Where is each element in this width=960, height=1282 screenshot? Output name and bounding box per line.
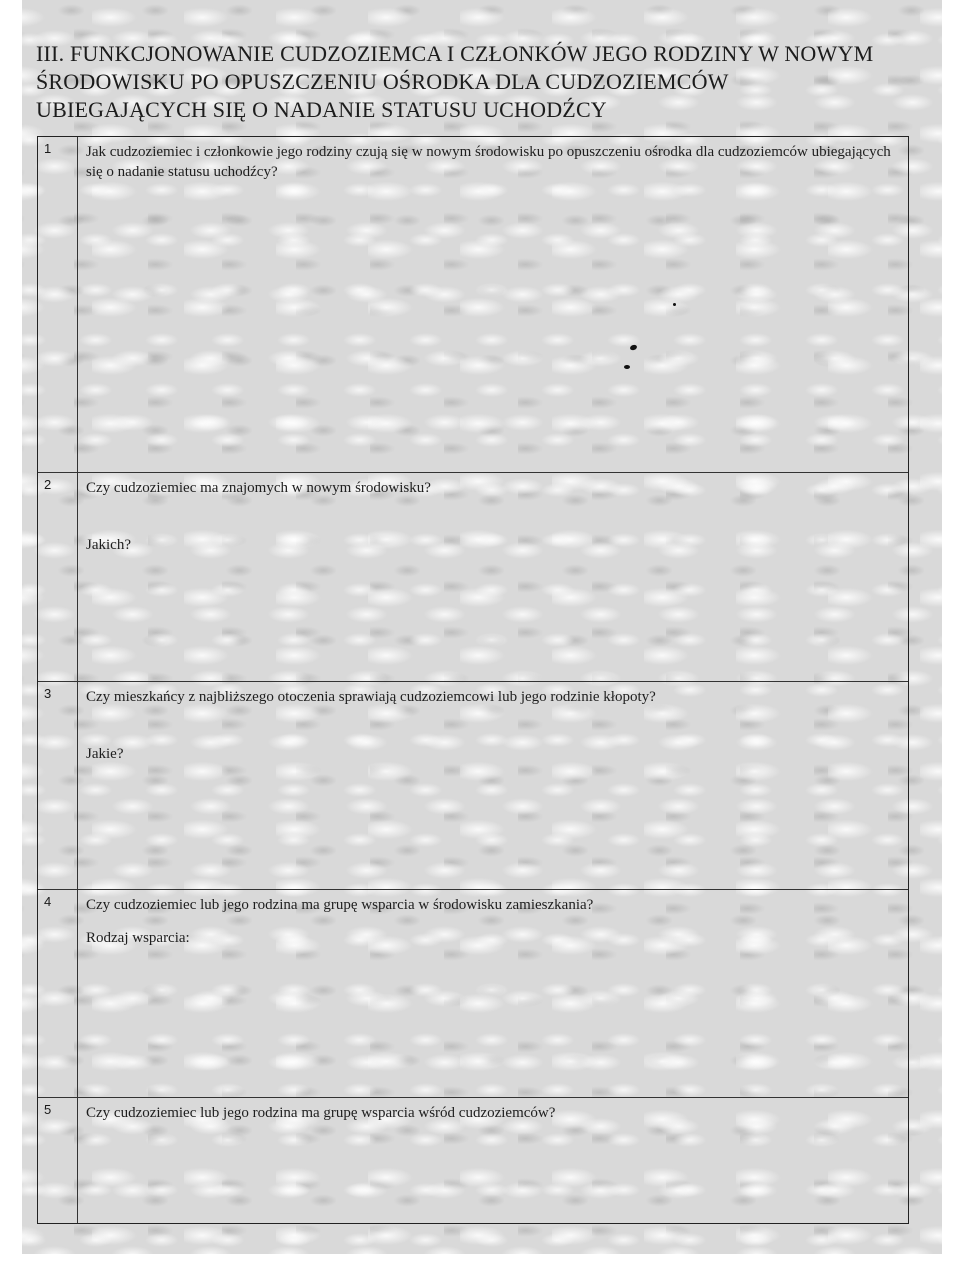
question-text: Jak cudzoziemiec i członkowie jego rodziny czują się w nowym środowisku po opuszczeniu ośrodka dla cudzoziemców ubiegających się o nadanie statusu uchodźcy? — [86, 144, 891, 180]
section-heading-line-3: UBIEGAJĄCYCH SIĘ O NADANIE STATUSU UCHODŹCY — [36, 97, 607, 122]
section-heading — [36, 40, 936, 124]
ink-speck — [673, 303, 676, 306]
ink-speck — [624, 365, 630, 369]
question-number: 4 — [38, 890, 78, 1097]
question-row-5 — [38, 1098, 908, 1223]
question-number: 2 — [38, 473, 78, 681]
scan-margin-left — [0, 0, 22, 1282]
question-number: 5 — [38, 1098, 78, 1223]
ink-speck — [629, 344, 637, 351]
section-heading-line-1: III. FUNKCJONOWANIE CUDZOZIEMCA I CZŁONKÓW JEGO RODZINY W NOWYM — [36, 41, 874, 66]
question-row-1 — [38, 137, 908, 473]
question-row-2 — [38, 473, 908, 682]
answer-prompt: Jakie? — [86, 746, 124, 762]
questionnaire-table — [37, 136, 909, 1224]
question-number: 3 — [38, 682, 78, 889]
answer-prompt: Rodzaj wsparcia: — [86, 930, 190, 946]
question-row-4 — [38, 890, 908, 1098]
answer-prompt: Jakich? — [86, 537, 131, 553]
question-number: 1 — [38, 137, 78, 472]
question-text: Czy cudzoziemiec ma znajomych w nowym środowisku? — [86, 480, 431, 496]
question-text: Czy mieszkańcy z najbliższego otoczenia sprawiają cudzoziemcowi lub jego rodzinie kłopoty? — [86, 689, 656, 705]
question-row-3 — [38, 682, 908, 890]
question-text: Czy cudzoziemiec lub jego rodzina ma grupę wsparcia wśród cudzoziemców? — [86, 1105, 556, 1121]
scan-margin-right — [942, 0, 960, 1282]
section-heading-line-2: ŚRODOWISKU PO OPUSZCZENIU OŚRODKA DLA CUDZOZIEMCÓW — [36, 69, 729, 94]
question-text: Czy cudzoziemiec lub jego rodzina ma grupę wsparcia w środowisku zamieszkania? — [86, 897, 594, 913]
scan-margin-bottom — [0, 1254, 960, 1282]
